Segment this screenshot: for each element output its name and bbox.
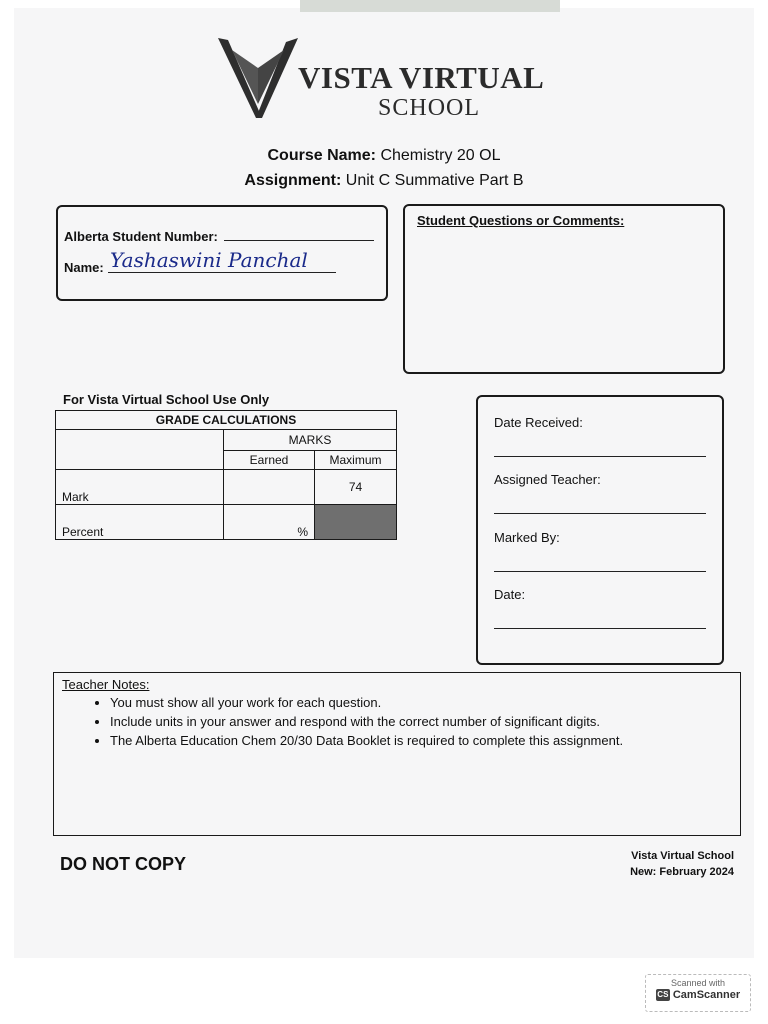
name-value: Yashaswini Panchal xyxy=(110,248,308,272)
scanner-watermark xyxy=(645,974,751,1012)
comments-box[interactable] xyxy=(403,204,725,374)
date-label: Date: xyxy=(494,587,526,602)
assignment-value: Unit C Summative Part B xyxy=(345,172,524,189)
logo-subtitle: SCHOOL xyxy=(378,95,481,121)
mark-max-value: 74 xyxy=(315,470,397,505)
asn-label: Alberta Student Number: xyxy=(64,229,218,244)
note-item: • You must show all your work for each question. xyxy=(110,695,730,710)
earned-header: Earned xyxy=(224,451,315,470)
percent-sign: % xyxy=(224,505,315,540)
maximum-header: Maximum xyxy=(315,451,397,470)
note-item: • The Alberta Education Chem 20/30 Data Booklet is required to complete this assignment. xyxy=(110,733,730,748)
name-label: Name: xyxy=(64,260,104,275)
date-received-field[interactable] xyxy=(494,456,706,457)
mark-row-label: Mark xyxy=(56,470,224,505)
assignment-label: Assignment: xyxy=(244,172,342,189)
name-field[interactable] xyxy=(108,272,336,273)
grade-marks-row xyxy=(56,430,397,451)
tape-strip xyxy=(300,0,560,12)
teacher-notes-list xyxy=(60,695,730,752)
camscanner-icon: CS xyxy=(657,990,669,999)
teacher-notes-title: Teacher Notes: xyxy=(62,677,150,692)
course-value: Chemistry 20 OL xyxy=(380,147,501,164)
assigned-teacher-label: Assigned Teacher: xyxy=(494,472,601,487)
asn-field[interactable] xyxy=(224,240,374,241)
grade-title: GRADE CALCULATIONS xyxy=(56,411,397,430)
date-field[interactable] xyxy=(494,628,706,629)
percent-shaded-cell xyxy=(315,505,397,540)
grade-title-row xyxy=(56,411,397,430)
do-not-copy: DO NOT COPY xyxy=(60,854,187,874)
course-line xyxy=(0,147,768,165)
grade-mark-row xyxy=(56,470,397,505)
note-item: • Include units in your answer and respond with the correct number of significant digits. xyxy=(110,714,730,729)
date-received-label: Date Received: xyxy=(494,415,583,430)
mark-earned-cell[interactable] xyxy=(224,470,315,505)
logo-mark xyxy=(218,38,298,125)
course-label: Course Name: xyxy=(267,147,376,164)
assignment-line xyxy=(0,172,768,190)
grade-table xyxy=(55,410,397,540)
logo-v-icon xyxy=(218,38,298,120)
logo-title: VISTA VIRTUAL xyxy=(298,60,545,95)
comments-label: Student Questions or Comments: xyxy=(417,213,625,228)
footer-info xyxy=(560,848,734,880)
grade-percent-row xyxy=(56,505,397,540)
footer-date: New: February 2024 xyxy=(630,866,734,878)
assigned-teacher-field[interactable] xyxy=(494,513,706,514)
footer-school: Vista Virtual School xyxy=(631,850,734,862)
marked-by-field[interactable] xyxy=(494,571,706,572)
scanner-brand: CamScanner xyxy=(672,989,741,1001)
marks-header: MARKS xyxy=(224,430,397,451)
office-use-title: For Vista Virtual School Use Only xyxy=(63,392,270,407)
scanner-line1: Scanned with xyxy=(670,978,726,988)
marked-by-label: Marked By: xyxy=(494,530,560,545)
percent-row-label: Percent xyxy=(56,505,224,540)
